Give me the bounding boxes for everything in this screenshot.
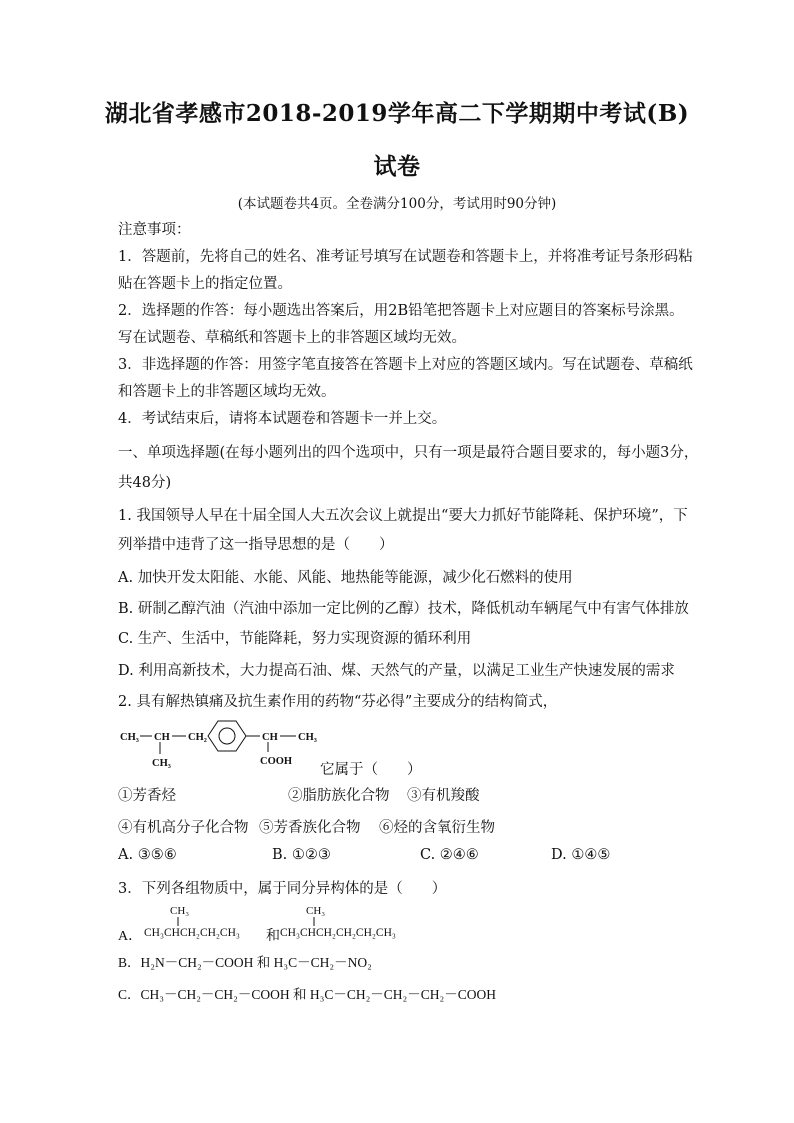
cooh-group: COOH	[260, 756, 293, 767]
q2-item: ④有机高分子化合物	[118, 820, 249, 836]
q3-a-formula-2: CH₃CHCH₂CH₂CH₂CH₃	[280, 927, 396, 939]
notice-heading: 注意事项：	[118, 222, 191, 238]
q2-item: ⑥烃的含氧衍生物	[379, 820, 495, 836]
exam-title: 湖北省孝感市2018-2019学年高二下学期期中考试(B)	[104, 100, 690, 127]
question-1-option-c: C. 生产、生活中，节能降耗，努力实现资源的循环利用	[118, 631, 472, 647]
ch-right: CH	[262, 732, 278, 743]
q2-item: ⑤芳香族化合物	[259, 820, 361, 836]
question-1-option-b: B. 研制乙醇汽油（汽油中添加一定比例的乙醇）技术，降低机动车辆尾气中有害气体排放	[118, 601, 689, 617]
ch2-group: CH₂	[188, 732, 207, 743]
q3-a-and: 和	[266, 929, 280, 944]
question-3-option-c: C．CH₃－CH₂－CH₂－COOH 和 H₃C－CH₂－CH₂－CH₂－COOH	[118, 987, 496, 1002]
question-1-option-d: D. 利用高新技术，大力提高石油、煤、天然气的产量，以满足工业生产快速发展的需求	[118, 663, 675, 679]
question-1-option-a: A. 加快开发太阳能、水能、风能、地热能等能源，减少化石燃料的使用	[118, 570, 573, 586]
exam-title-line2: 试卷	[373, 153, 421, 180]
question-2-option-d: D. ①④⑤	[551, 847, 611, 863]
section-heading: 一、单项选择题(在每小题列出的四个选项中，只有一项是最符合题目要求的，每小题3分，	[118, 445, 699, 461]
ch3-left: CH₃	[120, 732, 139, 743]
exam-subtitle: (本试题卷共4页。全卷满分100分，考试用时90分钟)	[237, 196, 557, 212]
notice-item: 贴在答题卡上的指定位置。	[118, 276, 292, 292]
q2-item: ③有机羧酸	[407, 788, 480, 804]
notice-item: 3．非选择题的作答：用签字笔直接答在答题卡上对应的答题区域内。写在试题卷、草稿纸	[118, 357, 693, 373]
section-heading-cont: 共48分)	[118, 475, 172, 491]
notice-item: 和答题卡上的非答题区域均无效。	[118, 384, 336, 400]
ch3-right: CH₃	[298, 732, 317, 743]
question-1-stem-cont: 列举措中违背了这一指导思想的是（ ）	[118, 537, 394, 553]
notice-item: 1．答题前，先将自己的姓名、准考证号填写在试题卷和答题卡上，并将准考证号条形码粘	[118, 249, 693, 265]
question-2-option-c: C. ②④⑥	[420, 847, 479, 863]
ch3-bottom: CH₃	[152, 758, 171, 769]
q3-a-ch3-2: CH₃	[306, 905, 326, 917]
question-2-belongs: 它属于（ ）	[320, 762, 422, 778]
notice-item: 写在试题卷、草稿纸和答题卡上的非答题区域均无效。	[118, 330, 466, 346]
notice-item: 4．考试结束后，请将本试题卷和答题卡一并上交。	[118, 411, 447, 427]
ibuprofen-structure	[118, 716, 328, 770]
question-3-stem: 3．下列各组物质中，属于同分异构体的是（ ）	[118, 881, 447, 897]
q3-a-label: A．	[118, 929, 143, 944]
question-3-option-a-structure	[118, 900, 448, 946]
q2-item: ②脂肪族化合物	[288, 788, 390, 804]
ch-group: CH	[154, 732, 170, 743]
q3-a-ch3-1: CH₃	[170, 905, 190, 917]
question-2-option-b: B. ①②③	[272, 847, 331, 863]
question-2-option-a: A. ③⑤⑥	[118, 847, 177, 863]
q2-item: ①芳香烃	[118, 788, 176, 804]
notice-item: 2．选择题的作答：每小题选出答案后，用2B铅笔把答题卡上对应题目的答案标号涂黑。	[118, 303, 684, 319]
q3-a-formula-1: CH₃CHCH₂CH₂CH₃	[144, 927, 240, 939]
question-2-stem: 2. 具有解热镇痛及抗生素作用的药物“芬必得”主要成分的结构简式，	[118, 694, 558, 710]
question-3-option-b: B．H₂N－CH₂－COOH 和 H₃C－CH₂－NO₂	[118, 955, 372, 970]
benzene-ring	[208, 721, 246, 751]
question-1-stem: 1. 我国领导人早在十届全国人大五次会议上就提出“要大力抓好节能降耗、保护环境”，下	[118, 508, 688, 524]
